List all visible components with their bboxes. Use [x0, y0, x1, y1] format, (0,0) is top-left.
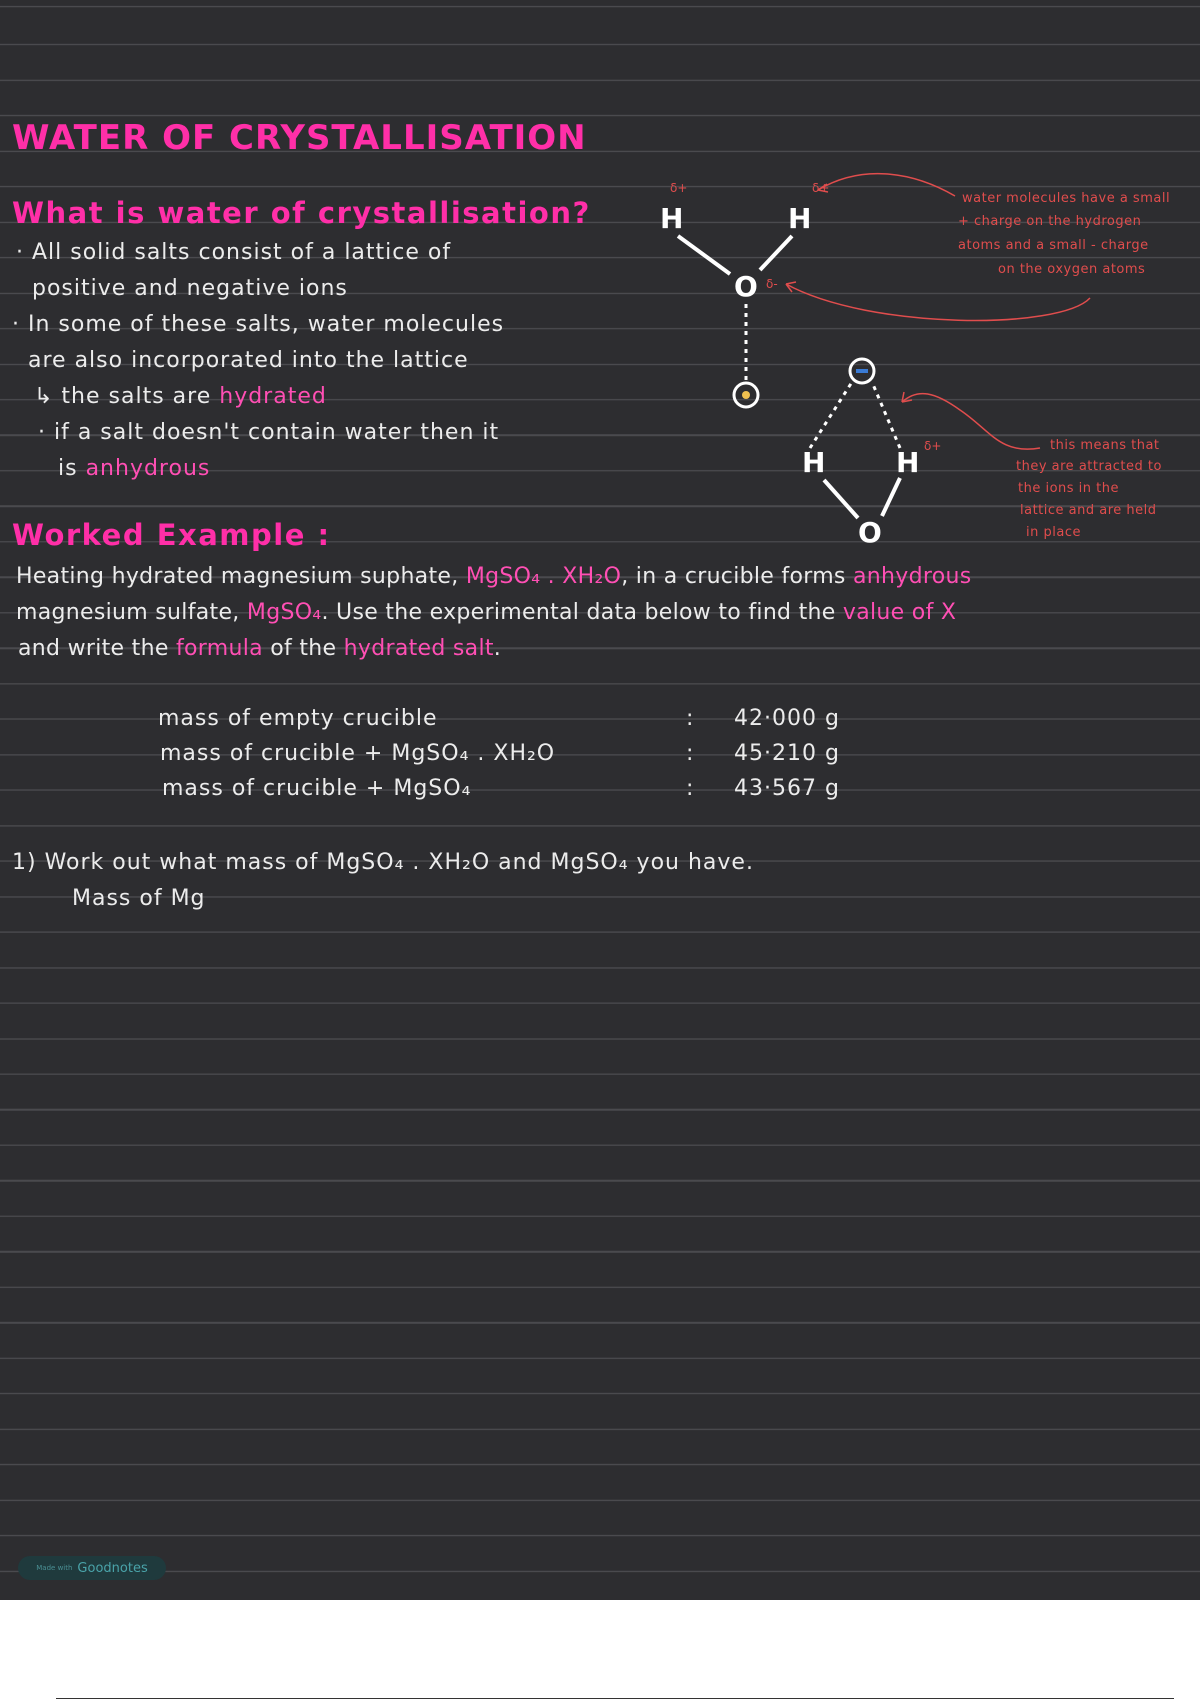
- bullet-line: · All solid salts consist of a lattice of: [16, 240, 452, 265]
- data-colon: :: [686, 741, 695, 766]
- data-value: 45·210 g: [734, 741, 840, 766]
- section-heading: What is water of crystallisation?: [12, 196, 591, 230]
- data-value: 42·000 g: [734, 706, 840, 731]
- hydrated-formula: MgSO₄ . XH₂O: [465, 564, 622, 589]
- bond-line: [824, 480, 858, 518]
- badge-prefix: Made with: [36, 1564, 73, 1572]
- annotation-arrow: [818, 174, 955, 196]
- minus-icon: [856, 369, 868, 373]
- data-label: mass of crucible + MgSO₄: [162, 776, 472, 801]
- plus-icon: [742, 391, 750, 399]
- annotation-text: this means that: [1050, 438, 1160, 453]
- attraction-line: [872, 382, 900, 448]
- value-of-x-term: value of X: [842, 600, 957, 625]
- oxygen-atom: O: [858, 516, 882, 549]
- annotation-text: water molecules have a small: [962, 191, 1171, 206]
- annotation-arrow: [786, 284, 1090, 320]
- partial-charge-mark: δ+: [924, 439, 942, 453]
- partial-charge-mark: δ-: [766, 277, 778, 291]
- hydrogen-atom: H: [788, 202, 812, 235]
- hydrogen-atom: H: [802, 446, 826, 479]
- annotation-text: on the oxygen atoms: [998, 262, 1146, 277]
- data-colon: :: [686, 706, 695, 731]
- annotation-text: atoms and a small - charge: [958, 238, 1149, 253]
- question-text: of the: [270, 636, 337, 661]
- question-text: magnesium sulfate,: [16, 600, 240, 625]
- data-label: mass of empty crucible: [158, 706, 438, 731]
- data-colon: :: [686, 776, 695, 801]
- sub-bullet-line: · if a salt doesn't contain water then it: [38, 420, 500, 445]
- goodnotes-badge[interactable]: [18, 1556, 166, 1580]
- question-line: [16, 600, 956, 625]
- annotation-text: the ions in the: [1018, 481, 1119, 496]
- question-line: [18, 636, 501, 661]
- hydrated-salt-term: hydrated salt: [343, 636, 494, 661]
- annotation-text: lattice and are held: [1020, 503, 1157, 518]
- formula-term: formula: [176, 636, 263, 661]
- question-line: [16, 564, 971, 589]
- hydrogen-atom: H: [896, 446, 920, 479]
- question-text: . Use the experimental data below to find the: [321, 600, 836, 625]
- hydrogen-atom: H: [660, 202, 684, 235]
- sub-bullet-prefix: is: [58, 456, 78, 481]
- worked-example-heading: Worked Example :: [12, 518, 331, 552]
- partial-charge-mark: δ+: [670, 181, 688, 195]
- oxygen-atom: O: [734, 270, 758, 303]
- annotation-text: in place: [1026, 525, 1081, 540]
- answer-start: Mass of Mg: [72, 886, 206, 911]
- anhydrous-formula: MgSO₄: [246, 600, 322, 625]
- question-1: 1) Work out what mass of MgSO₄ . XH₂O and MgSO₄ you have.: [12, 850, 754, 875]
- bond-line: [678, 236, 730, 274]
- question-text: .: [493, 636, 502, 661]
- annotation-text: they are attracted to: [1016, 459, 1162, 474]
- bond-line: [760, 236, 792, 270]
- question-text: , in a crucible forms: [621, 564, 846, 589]
- bullet-line: are also incorporated into the lattice: [28, 348, 469, 373]
- question-text: and write the: [18, 636, 169, 661]
- data-value: 43·567 g: [734, 776, 840, 801]
- annotation-arrow: [902, 394, 1040, 450]
- partial-charge-mark: δ+: [812, 181, 830, 195]
- badge-name: Goodnotes: [77, 1560, 148, 1576]
- anhydrous-term: anhydrous: [852, 564, 972, 589]
- bond-line: [882, 478, 900, 516]
- arrow-line-prefix: ↳ the salts are: [34, 384, 212, 409]
- attraction-line: [810, 382, 852, 448]
- anhydrous-term: anhydrous: [85, 456, 211, 481]
- annotation-text: + charge on the hydrogen: [958, 214, 1142, 229]
- page-divider: [56, 1698, 1174, 1699]
- bullet-line: · In some of these salts, water molecules: [12, 312, 505, 337]
- bullet-line: positive and negative ions: [32, 276, 348, 301]
- page-title: WATER OF CRYSTALLISATION: [12, 118, 587, 158]
- hydrated-term: hydrated: [219, 384, 327, 409]
- data-label: mass of crucible + MgSO₄ . XH₂O: [160, 741, 556, 766]
- question-text: Heating hydrated magnesium suphate,: [16, 564, 459, 589]
